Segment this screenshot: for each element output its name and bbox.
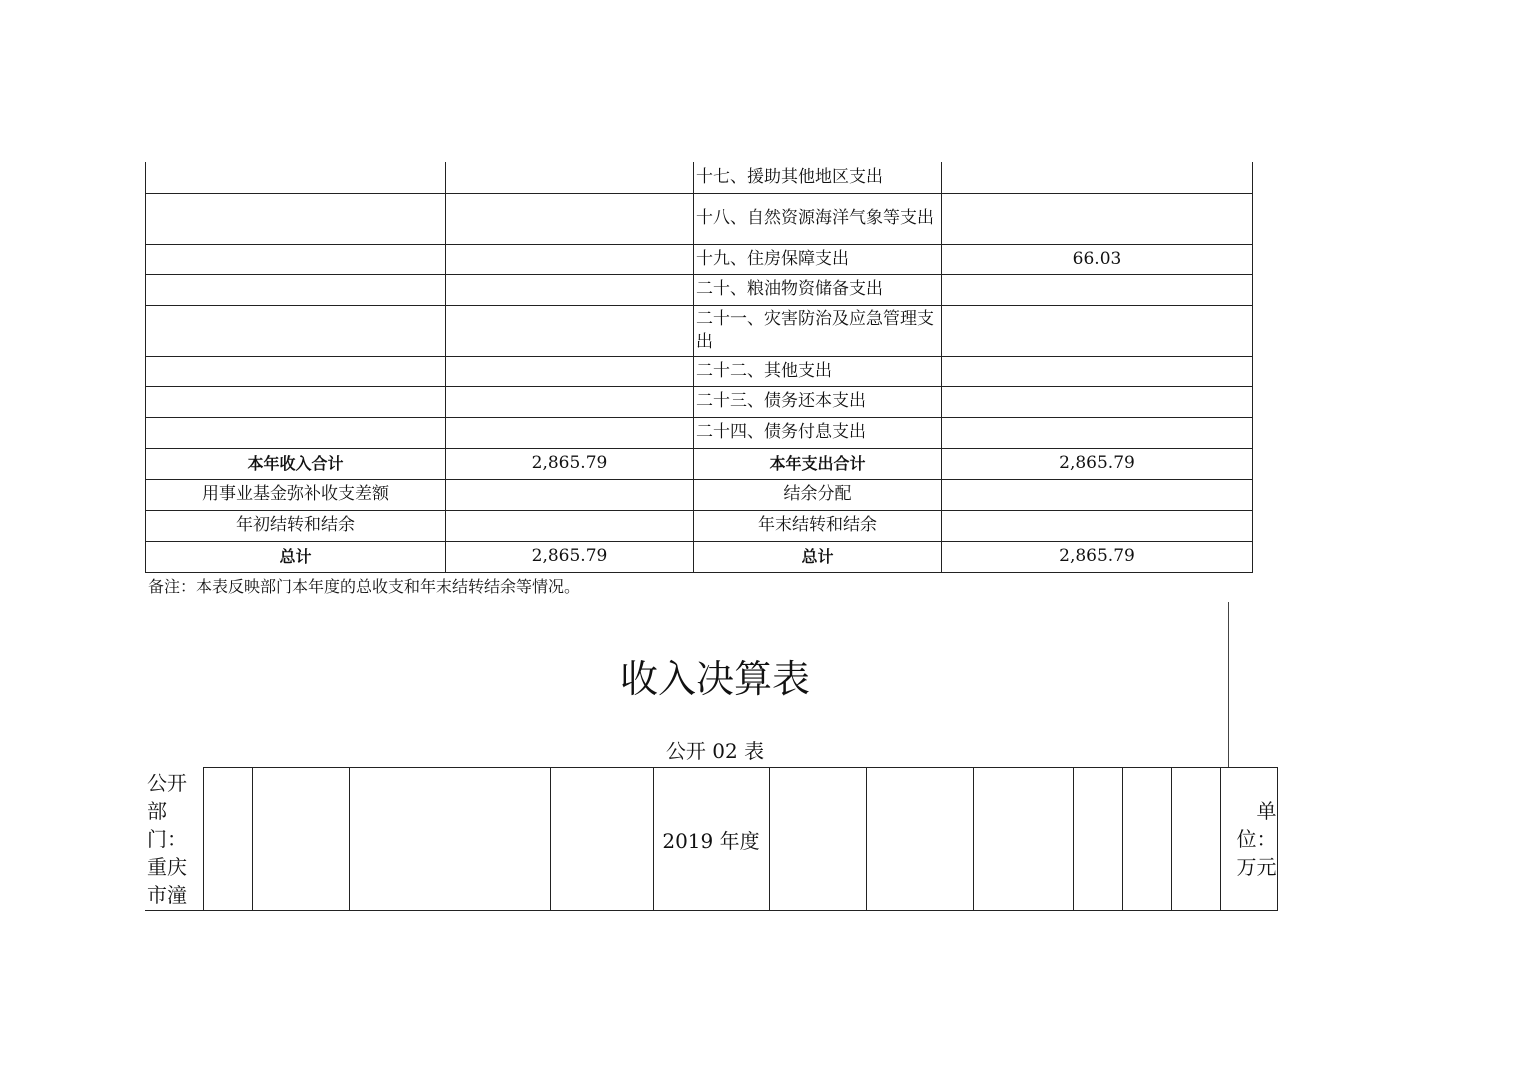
unit-label-line: 万元 <box>1236 855 1277 879</box>
table-row <box>146 305 1253 356</box>
table-cell <box>446 244 694 274</box>
income-total-label: 本年收入合计 <box>146 448 446 479</box>
table-row <box>146 274 1253 305</box>
table-cell <box>942 479 1253 510</box>
table-cell <box>1122 768 1171 911</box>
table-cell: 十八、自然资源海洋气象等支出 <box>694 193 942 244</box>
table-cell <box>446 274 694 305</box>
table-row <box>145 768 1277 911</box>
table-cell: 二十、粮油物资储备支出 <box>694 274 942 305</box>
dept-label-line: 部 <box>147 798 167 823</box>
table-cell <box>146 417 446 448</box>
table-cell <box>146 193 446 244</box>
dept-label-line: 门： <box>147 826 187 851</box>
table-cell <box>146 162 446 193</box>
table-cell: 年末结转和结余 <box>694 510 942 541</box>
income-total-value: 2,865.79 <box>446 448 694 479</box>
page-divider <box>1228 602 1229 768</box>
expense-total-value: 2,865.79 <box>942 448 1253 479</box>
table-cell <box>146 305 446 356</box>
table-cell: 二十二、其他支出 <box>694 356 942 386</box>
grand-total-value: 2,865.79 <box>942 541 1253 572</box>
table-cell: 用事业基金弥补收支差额 <box>146 479 446 510</box>
table-row <box>146 162 1253 193</box>
table-cell <box>349 768 550 911</box>
table-row <box>146 356 1253 386</box>
table-cell <box>942 162 1253 193</box>
unit-label <box>1220 768 1277 911</box>
unit-label-line: 单 <box>1256 799 1277 823</box>
table-cell <box>550 768 653 911</box>
table-cell <box>769 768 866 911</box>
table-cell <box>973 768 1073 911</box>
table-cell <box>203 768 252 911</box>
table-cell <box>252 768 349 911</box>
table-cell <box>942 193 1253 244</box>
table-cell <box>942 274 1253 305</box>
table-cell <box>146 274 446 305</box>
page-subtitle: 公开 02 表 <box>665 739 765 763</box>
table-cell <box>446 162 694 193</box>
table-cell <box>446 479 694 510</box>
grand-total-label: 总计 <box>694 541 942 572</box>
table-cell <box>146 356 446 386</box>
grand-total-label: 总计 <box>146 541 446 572</box>
table-row-grand-total <box>146 541 1253 572</box>
table-row <box>146 193 1253 244</box>
table-cell <box>942 356 1253 386</box>
table-row <box>146 510 1253 541</box>
table-cell <box>446 510 694 541</box>
table-cell <box>1171 768 1220 911</box>
fiscal-year: 2019 年度 <box>653 768 769 911</box>
final-accounts-summary-table <box>145 162 1253 573</box>
dept-label-line: 公开 <box>147 770 187 795</box>
table-row <box>146 244 1253 274</box>
income-table-header <box>145 767 1278 911</box>
table-cell <box>446 386 694 417</box>
expense-total-label: 本年支出合计 <box>694 448 942 479</box>
table-cell <box>942 386 1253 417</box>
table-cell: 年初结转和结余 <box>146 510 446 541</box>
table-cell <box>146 386 446 417</box>
table-cell <box>942 510 1253 541</box>
table-cell <box>146 244 446 274</box>
table-cell <box>446 356 694 386</box>
table-cell <box>446 305 694 356</box>
unit-label-line: 位： <box>1236 827 1277 851</box>
table-row <box>146 479 1253 510</box>
table-row-income-total <box>146 448 1253 479</box>
table-cell: 十七、援助其他地区支出 <box>694 162 942 193</box>
table-row <box>146 417 1253 448</box>
dept-label <box>145 768 203 911</box>
page-title: 收入决算表 <box>619 657 810 701</box>
table-cell <box>446 417 694 448</box>
table-cell: 十九、住房保障支出 <box>694 244 942 274</box>
dept-label-line: 市潼 <box>147 882 187 907</box>
table-cell <box>942 417 1253 448</box>
table-cell <box>866 768 973 911</box>
dept-label-line: 重庆 <box>147 854 187 879</box>
table-cell <box>1073 768 1122 911</box>
table-cell <box>446 193 694 244</box>
table-cell: 66.03 <box>942 244 1253 274</box>
table-note: 备注：本表反映部门本年度的总收支和年末结转结余等情况。 <box>148 577 581 596</box>
table-cell: 结余分配 <box>694 479 942 510</box>
grand-total-value: 2,865.79 <box>446 541 694 572</box>
table-cell: 二十三、债务还本支出 <box>694 386 942 417</box>
table-cell: 二十一、灾害防治及应急管理支出 <box>694 305 942 356</box>
table-cell <box>942 305 1253 356</box>
table-cell: 二十四、债务付息支出 <box>694 417 942 448</box>
table-row <box>146 386 1253 417</box>
